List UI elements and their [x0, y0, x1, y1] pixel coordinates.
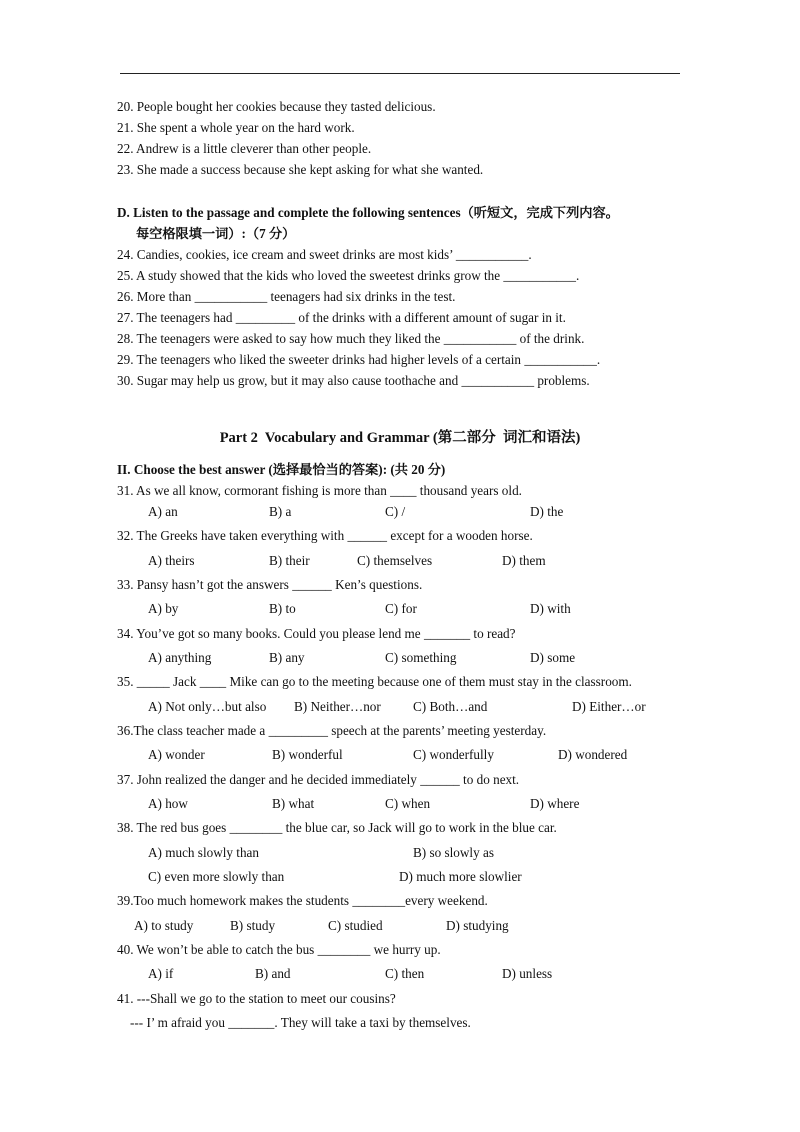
fill-item-30: 30. Sugar may help us grow, but it may also cause toothache and ___________ problems. — [117, 373, 590, 388]
question-32-stem: 32. The Greeks have taken everything with ______ except for a wooden horse. — [117, 528, 533, 543]
q38-option-d: D) much more slowlier — [399, 869, 522, 884]
fill-item-28: 28. The teenagers were asked to say how much they liked the ___________ of the drink. — [117, 331, 585, 346]
question-33-stem: 33. Pansy hasn’t got the answers ______ Ken’s questions. — [117, 577, 423, 592]
sentence-20: 20. People bought her cookies because they tasted delicious. — [117, 99, 436, 114]
fill-item-25: 25. A study showed that the kids who loved the sweetest drinks grow the ___________. — [117, 268, 580, 283]
q36-option-a: A) wonder — [148, 747, 205, 762]
q37-option-a: A) how — [148, 796, 188, 811]
q38-option-a: A) much slowly than — [148, 845, 259, 860]
q34-option-d: D) some — [530, 650, 576, 665]
q39-option-b: B) study — [230, 918, 276, 933]
q32-option-d: D) them — [502, 553, 546, 568]
q36-option-d: D) wondered — [558, 747, 628, 762]
q34-option-a: A) anything — [148, 650, 212, 665]
section-d-heading: D. Listen to the passage and complete the following sentences（听短文，完成下列内容。 — [117, 205, 619, 220]
section-d-heading-cont: 每空格限填一词）:（7 分） — [136, 226, 296, 241]
q35-option-a: A) Not only…but also — [148, 699, 267, 714]
fill-item-26: 26. More than ___________ teenagers had six drinks in the test. — [117, 289, 456, 304]
q35-option-c: C) Both…and — [413, 699, 488, 714]
header-rule — [120, 73, 680, 74]
fill-item-27: 27. The teenagers had _________ of the drinks with a different amount of sugar in it. — [117, 310, 566, 325]
q31-option-a: A) an — [148, 504, 178, 519]
q32-option-a: A) theirs — [148, 553, 195, 568]
fill-item-29: 29. The teenagers who liked the sweeter drinks had higher levels of a certain ___________. — [117, 352, 601, 367]
question-31-stem: 31. As we all know, cormorant fishing is more than ____ thousand years old. — [117, 483, 522, 498]
q34-option-c: C) something — [385, 650, 457, 665]
q36-option-c: C) wonderfully — [413, 747, 494, 762]
q40-option-b: B) and — [255, 966, 291, 981]
question-41-reply: --- I’ m afraid you _______. They will take a taxi by themselves. — [130, 1015, 471, 1030]
q33-option-a: A) by — [148, 601, 179, 616]
question-34-stem: 34. You’ve got so many books. Could you please lend me _______ to read? — [117, 626, 516, 641]
fill-item-24: 24. Candies, cookies, ice cream and sweet drinks are most kids’ ___________. — [117, 247, 532, 262]
sentence-21: 21. She spent a whole year on the hard work. — [117, 120, 355, 135]
part-2-title: Part 2 Vocabulary and Grammar (第二部分 词汇和语法) — [219, 430, 581, 446]
question-36-stem: 36.The class teacher made a _________ speech at the parents’ meeting yesterday. — [117, 723, 547, 738]
q35-option-b: B) Neither…nor — [294, 699, 381, 714]
q40-option-d: D) unless — [502, 966, 553, 981]
question-40-stem: 40. We won’t be able to catch the bus ________ we hurry up. — [117, 942, 441, 957]
question-41-stem: 41. ---Shall we go to the station to meet our cousins? — [117, 991, 396, 1006]
q39-option-a: A) to study — [134, 918, 194, 933]
q33-option-d: D) with — [530, 601, 571, 616]
question-37-stem: 37. John realized the danger and he decided immediately ______ to do next. — [117, 772, 520, 787]
sentence-22: 22. Andrew is a little cleverer than other people. — [117, 141, 372, 156]
q33-option-b: B) to — [269, 601, 296, 616]
q33-option-c: C) for — [385, 601, 417, 616]
q40-option-c: C) then — [385, 966, 425, 981]
q31-option-c: C) / — [385, 504, 406, 519]
q31-option-d: D) the — [530, 504, 564, 519]
section-ii-heading: II. Choose the best answer (选择最恰当的答案): (共 20 分) — [117, 462, 446, 477]
q39-option-d: D) studying — [446, 918, 509, 933]
q38-option-b: B) so slowly as — [413, 845, 494, 860]
q32-option-c: C) themselves — [357, 553, 433, 568]
question-35-stem: 35. _____ Jack ____ Mike can go to the meeting because one of them must stay in the classroom. — [117, 674, 632, 689]
q37-option-c: C) when — [385, 796, 431, 811]
question-38-stem: 38. The red bus goes ________ the blue car, so Jack will go to work in the blue car. — [117, 820, 557, 835]
q34-option-b: B) any — [269, 650, 305, 665]
question-39-stem: 39.Too much homework makes the students ________every weekend. — [117, 893, 488, 908]
sentence-23: 23. She made a success because she kept asking for what she wanted. — [117, 162, 484, 177]
q38-option-c: C) even more slowly than — [148, 869, 285, 884]
q37-option-d: D) where — [530, 796, 580, 811]
q39-option-c: C) studied — [328, 918, 383, 933]
q32-option-b: B) their — [269, 553, 310, 568]
q40-option-a: A) if — [148, 966, 174, 981]
q37-option-b: B) what — [272, 796, 315, 811]
q36-option-b: B) wonderful — [272, 747, 343, 762]
q35-option-d: D) Either…or — [572, 699, 646, 714]
q31-option-b: B) a — [269, 504, 292, 519]
